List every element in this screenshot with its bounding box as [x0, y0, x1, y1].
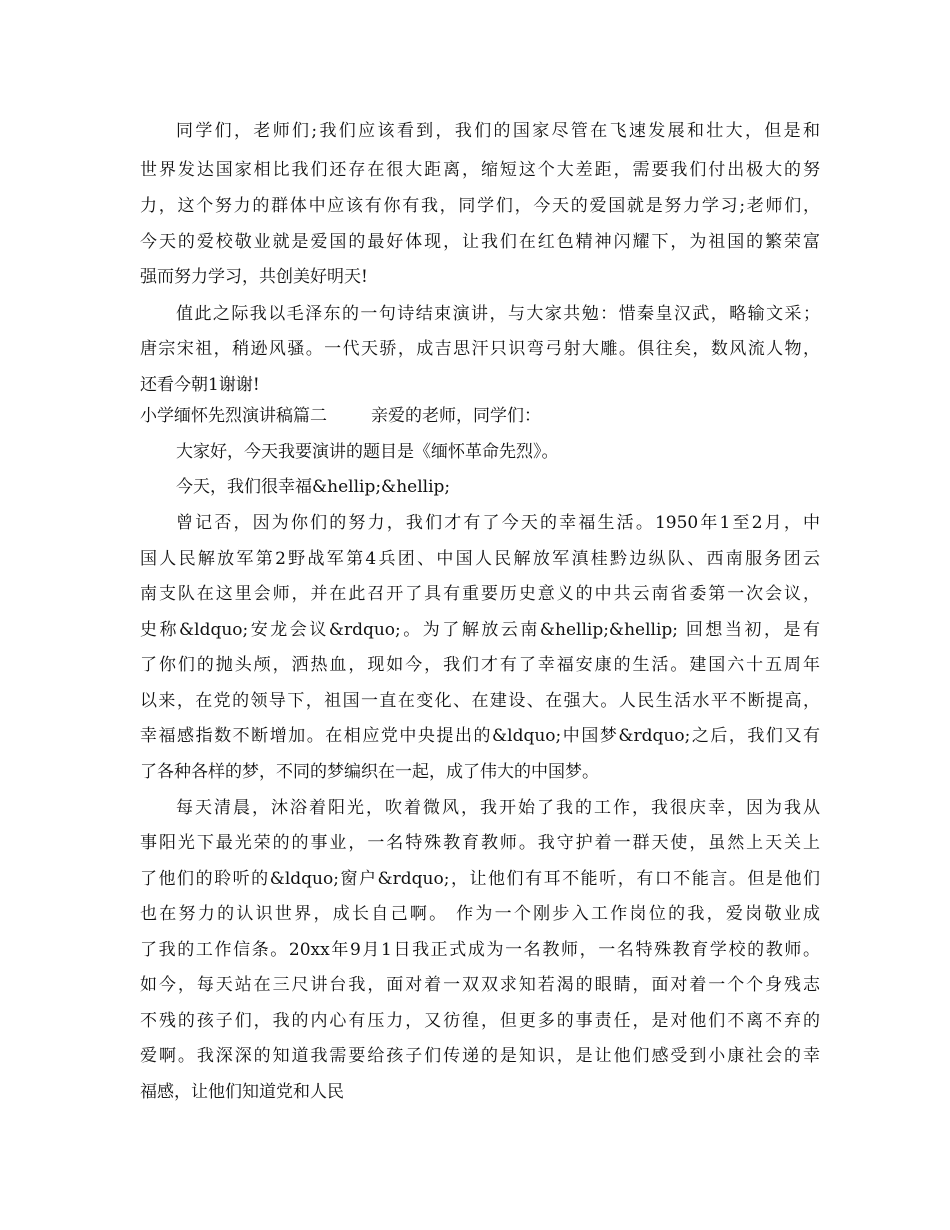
paragraph-5-line-6: 以来，在党的领导下，祖国一直在变化、在建设、在强大。人民生活水平不断提高，	[140, 691, 820, 711]
paragraph-5-line-3: 南支队在这里会师，并在此召开了具有重要历史意义的中共云南省委第一次会议，	[140, 584, 820, 604]
paragraph-1-line-4: 今天的爱校敬业就是爱国的最好体现，让我们在红色精神闪耀下，为祖国的繁荣富	[140, 232, 820, 252]
paragraph-6-line-7: 不残的孩子们，我的内心有压力，又彷徨，但更多的事责任，是对他们不离不弃的	[140, 1011, 820, 1031]
paragraph-5-line-8: 了各种各样的梦，不同的梦编织在一起，成了伟大的中国梦。	[140, 762, 599, 782]
paragraph-6-line-9: 福感，让他们知道党和人民	[140, 1082, 344, 1102]
paragraph-4-line-1: 今天，我们很幸福&hellip;&hellip;	[176, 477, 451, 497]
paragraph-1-line-5: 强而努力学习，共创美好明天!	[140, 267, 368, 287]
paragraph-6-line-5: 了我的工作信条。20xx年9月1日我正式成为一名教师，一名特殊教育学校的教师。	[140, 940, 820, 960]
paragraph-5-line-4: 史称&ldquo;安龙会议&rdquo;。为了解放云南&hellip;&hellip; 回想当初，是有	[140, 620, 820, 640]
paragraph-1-line-2: 世界发达国家相比我们还存在很大距离，缩短这个大差距，需要我们付出极大的努	[140, 160, 820, 180]
section-heading	[140, 404, 820, 428]
paragraph-6-line-2: 事阳光下最光荣的的事业，一名特殊教育教师。我守护着一群天使，虽然上天关上	[140, 833, 820, 853]
paragraph-2-line-1: 值此之际我以毛泽东的一句诗结束演讲，与大家共勉：惜秦皇汉武，略输文采；	[176, 304, 820, 324]
paragraph-1-line-3: 力，这个努力的群体中应该有你有我，同学们，今天的爱国就是努力学习;老师们，	[140, 196, 820, 216]
paragraph-5-line-7: 幸福感指数不断增加。在相应党中央提出的&ldquo;中国梦&rdquo;之后，我们又有	[140, 726, 820, 746]
paragraph-6-line-1: 每天清晨，沐浴着阳光，吹着微风，我开始了我的工作，我很庆幸，因为我从	[176, 798, 820, 818]
paragraph-5-line-5: 了你们的抛头颅，洒热血，现如今，我们才有了幸福安康的生活。建国六十五周年	[140, 655, 820, 675]
paragraph-6-line-3: 了他们的聆听的&ldquo;窗户&rdquo;，让他们有耳不能听，有口不能言。但是他们	[140, 869, 820, 889]
paragraph-3-line-1: 大家好，今天我要演讲的题目是《缅怀革命先烈》。	[176, 442, 559, 462]
paragraph-6-line-8: 爱啊。我深深的知道我需要给孩子们传递的是知识，是让他们感受到小康社会的幸	[140, 1046, 820, 1066]
paragraph-5-line-1: 曾记否，因为你们的努力，我们才有了今天的幸福生活。1950年1至2月，中	[176, 513, 820, 533]
paragraph-2-line-3: 还看今朝1谢谢!	[140, 375, 260, 395]
paragraph-5-line-2: 国人民解放军第2野战军第4兵团、中国人民解放军滇桂黔边纵队、西南服务团云	[140, 549, 820, 569]
paragraph-2-line-2: 唐宗宋祖，稍逊风骚。一代天骄，成吉思汗只识弯弓射大雕。俱往矣，数风流人物，	[140, 339, 820, 359]
paragraph-6-line-4: 也在努力的认识世界，成长自己啊。 作为一个刚步入工作岗位的我，爱岗敬业成	[140, 904, 820, 924]
paragraph-6-line-6: 如今，每天站在三尺讲台我，面对着一双双求知若渴的眼睛，面对着一个个身残志	[140, 975, 820, 995]
paragraph-1-line-1: 同学们，老师们;我们应该看到，我们的国家尽管在飞速发展和壮大，但是和	[176, 121, 820, 141]
section-title: 小学缅怀先烈演讲稿篇二	[140, 406, 327, 426]
salutation: 亲爱的老师，同学们：	[371, 406, 541, 426]
